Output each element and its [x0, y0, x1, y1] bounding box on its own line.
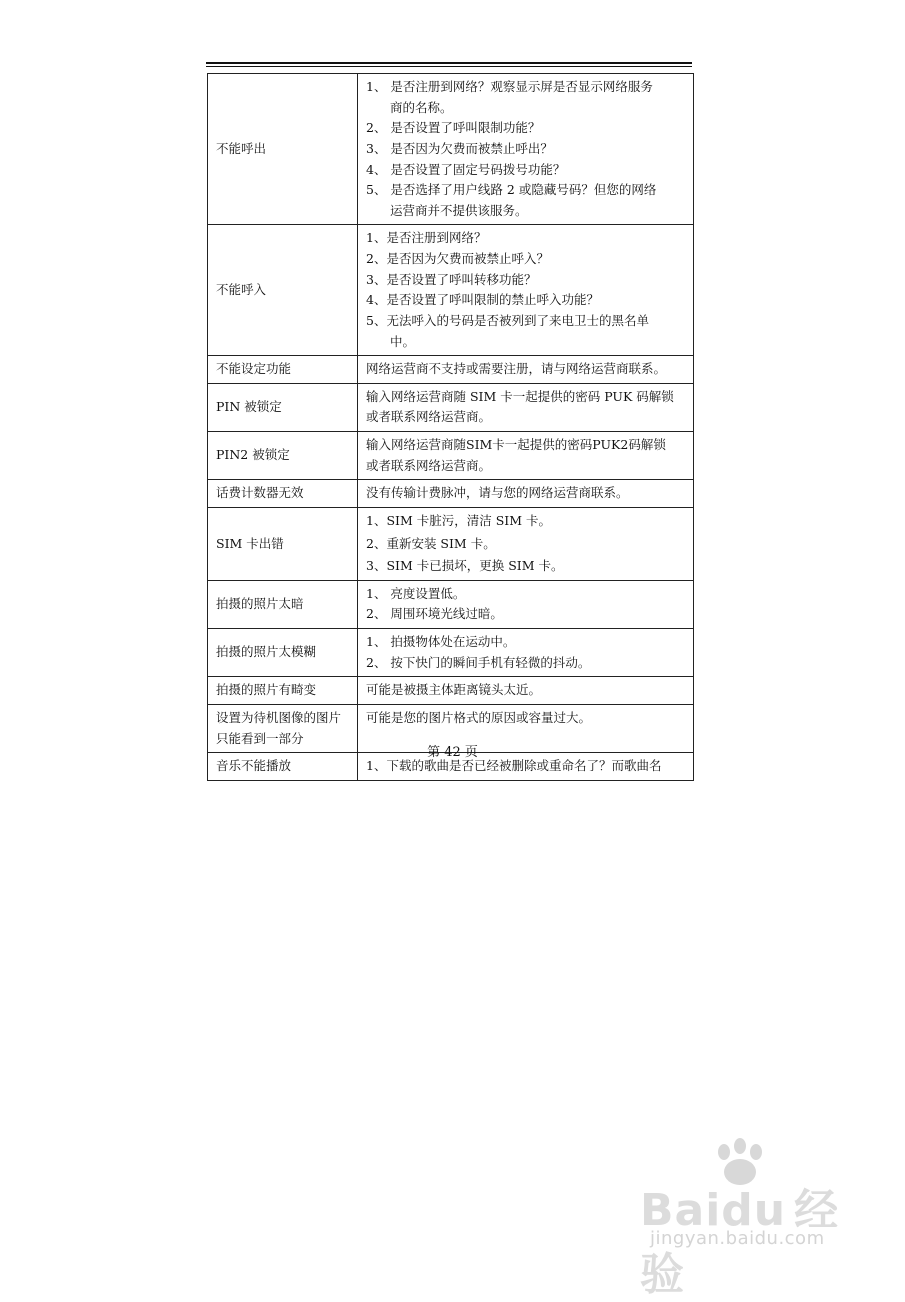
- solution-line: 1、下载的歌曲是否已经被删除或重命名了？而歌曲名: [366, 758, 662, 774]
- solution-line: 1、 拍摄物体处在运动中。: [366, 634, 516, 649]
- solution-cell: [358, 629, 694, 677]
- solution-cell: [358, 580, 694, 628]
- solution-line: 3、SIM 卡已损坏，更换 SIM 卡。: [366, 558, 564, 574]
- solution-cell: [358, 74, 694, 225]
- baidu-jingyan-watermark: [640, 1138, 880, 1300]
- problem-cell: 音乐不能播放: [208, 753, 358, 781]
- solution-cell: [358, 677, 694, 705]
- solution-line: 4、是否设置了呼叫限制的禁止呼入功能？: [366, 292, 599, 308]
- table-row: [208, 225, 694, 356]
- solution-line: 5、无法呼入的号码是否被列到了来电卫士的黑名单: [366, 312, 649, 328]
- solution-line: 1、 亮度设置低。: [366, 585, 466, 601]
- header-rule-thin: [206, 66, 692, 67]
- solution-line: 输入网络运营商随 SIM 卡一起提供的密码 PUK 码解锁: [366, 388, 674, 404]
- problem-cell: 话费计数器无效: [208, 480, 358, 508]
- problem-cell: 拍摄的照片太模糊: [208, 629, 358, 677]
- solution-line: 可能是您的图片格式的原因或容量过大。: [366, 709, 592, 725]
- table-row: [208, 432, 694, 480]
- watermark-suffix: 经验: [640, 1185, 840, 1300]
- solution-line: 5、 是否选择了用户线路 2 或隐藏号码？但您的网络: [366, 182, 657, 198]
- solution-line: 2、重新安装 SIM 卡。: [366, 535, 496, 551]
- troubleshooting-table: [207, 73, 694, 781]
- solution-line: 运营商并不提供该服务。: [390, 202, 528, 218]
- page-number: 第 42 页: [427, 745, 478, 760]
- problem-cell: PIN 被锁定: [208, 383, 358, 431]
- table-row: [208, 74, 694, 225]
- header-rule-thick: [206, 62, 692, 64]
- solution-line: 商的名称。: [390, 99, 453, 115]
- table-row: [208, 507, 694, 580]
- solution-line: 2、 是否设置了呼叫限制功能？: [366, 120, 541, 136]
- solution-line: 1、是否注册到网络？: [366, 230, 487, 246]
- solution-cell: [358, 383, 694, 431]
- solution-cell: [358, 507, 694, 580]
- solution-line: 2、是否因为欠费而被禁止呼入？: [366, 251, 549, 266]
- table-row: [208, 356, 694, 384]
- solution-line: 没有传输计费脉冲，请与您的网络运营商联系。: [366, 485, 629, 501]
- problem-cell: 拍摄的照片有畸变: [208, 677, 358, 705]
- table-row: [208, 629, 694, 677]
- troubleshooting-table-body: [208, 74, 694, 781]
- solution-line: 2、 周围环境光线过暗。: [366, 606, 503, 622]
- solution-line: 4、 是否设置了固定号码拨号功能？: [366, 161, 566, 177]
- problem-cell: 不能呼入: [208, 225, 358, 356]
- solution-line: 输入网络运营商随SIM卡一起提供的密码PUK2码解锁: [366, 437, 666, 452]
- solution-cell: [358, 225, 694, 356]
- solution-line: 网络运营商不支持或需要注册，请与网络运营商联系。: [366, 361, 667, 377]
- solution-line: 2、 按下快门的瞬间手机有轻微的抖动。: [366, 654, 591, 670]
- solution-line: 1、 是否注册到网络？观察显示屏是否显示网络服务: [366, 79, 653, 94]
- solution-line: 3、 是否因为欠费而被禁止呼出？: [366, 140, 553, 156]
- solution-line: 或者联系网络运营商。: [366, 457, 492, 473]
- table-row: [208, 383, 694, 431]
- solution-line: 或者联系网络运营商。: [366, 409, 492, 425]
- problem-cell: 不能呼出: [208, 74, 358, 225]
- solution-line: 可能是被摄主体距离镜头太近。: [366, 682, 542, 698]
- problem-cell: 拍摄的照片太暗: [208, 580, 358, 628]
- watermark-brand: Baidu: [640, 1185, 787, 1236]
- table-row: [208, 480, 694, 508]
- solution-line: 3、是否设置了呼叫转移功能？: [366, 271, 537, 287]
- solution-cell: [358, 356, 694, 384]
- solution-cell: [358, 480, 694, 508]
- solution-line: 中。: [390, 333, 416, 349]
- problem-cell: PIN2 被锁定: [208, 432, 358, 480]
- table-row: [208, 677, 694, 705]
- problem-cell: 设置为待机图像的图片只能看到一部分: [208, 704, 358, 752]
- solution-line: 1、SIM 卡脏污，清洁 SIM 卡。: [366, 512, 551, 528]
- problem-cell: 不能设定功能: [208, 356, 358, 384]
- watermark-url: jingyan.baidu.com: [650, 1228, 825, 1249]
- table-row: [208, 580, 694, 628]
- problem-cell: SIM 卡出错: [208, 507, 358, 580]
- solution-cell: [358, 432, 694, 480]
